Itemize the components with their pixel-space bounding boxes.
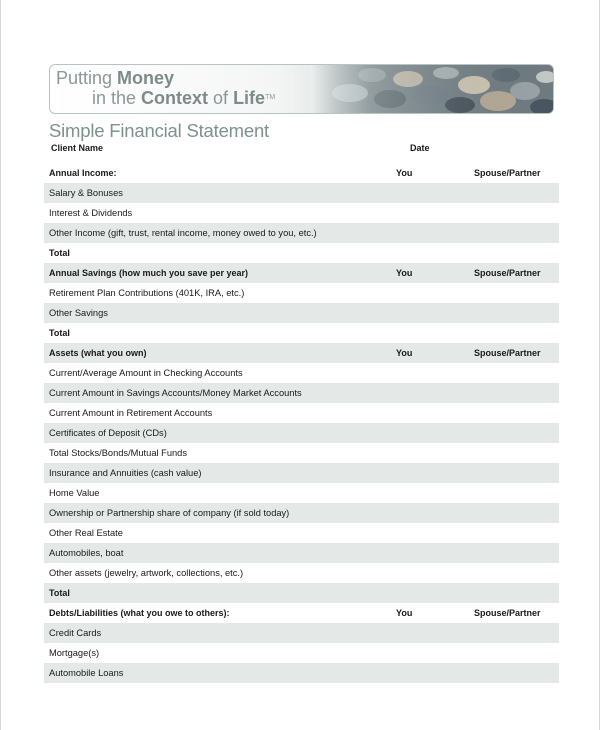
row-label: Other Real Estate	[49, 528, 123, 538]
slogan-text: Putting	[56, 68, 118, 88]
row-label: Current Amount in Retirement Accounts	[49, 408, 213, 418]
table-row	[44, 223, 559, 243]
row-label: Total	[49, 248, 70, 258]
stones-image	[310, 65, 554, 114]
row-label: Other Income (gift, trust, rental income, money owed to you, etc.)	[49, 228, 317, 238]
row-label: Assets (what you own)	[49, 348, 147, 358]
client-name-label: Client Name	[51, 143, 104, 153]
slogan-text: of	[208, 88, 234, 108]
spouse-partner-column-header: Spouse/Partner	[474, 348, 541, 358]
you-column-header: You	[396, 608, 413, 618]
spouse-partner-column-header: Spouse/Partner	[474, 168, 541, 178]
table-row	[44, 623, 559, 643]
row-label: Debts/Liabilities (what you owe to others):	[49, 608, 230, 618]
document-title: Simple Financial Statement	[49, 120, 269, 141]
total-row	[44, 583, 559, 603]
row-label: Other assets (jewelry, artwork, collections, etc.)	[49, 568, 244, 578]
header-banner	[49, 64, 554, 114]
section-header-row	[44, 343, 559, 363]
row-label: Total	[49, 328, 70, 338]
row-label: Automobiles, boat	[49, 548, 124, 558]
row-label: Ownership or Partnership share of company (if sold today)	[49, 508, 290, 518]
row-label: Retirement Plan Contributions (401K, IRA, etc.)	[49, 288, 245, 298]
date-label: Date	[410, 143, 430, 153]
row-label: Current/Average Amount in Checking Accounts	[49, 368, 243, 378]
row-label: Automobile Loans	[49, 668, 124, 678]
slogan-bold-context: Context	[141, 88, 209, 108]
total-row	[44, 323, 559, 343]
table-row	[44, 423, 559, 443]
row-label: Current Amount in Savings Accounts/Money Market Accounts	[49, 388, 302, 398]
table-row	[44, 203, 559, 223]
table-row	[44, 563, 559, 583]
row-label: Salary & Bonuses	[49, 188, 123, 198]
row-label: Annual Income:	[49, 168, 117, 178]
you-column-header: You	[396, 348, 413, 358]
table-row	[44, 283, 559, 303]
table-row	[44, 383, 559, 403]
total-row	[44, 243, 559, 263]
row-label: Home Value	[49, 488, 100, 498]
spouse-partner-column-header: Spouse/Partner	[474, 268, 541, 278]
trademark-mark: TM	[265, 94, 276, 101]
table-row	[44, 403, 559, 423]
banner-slogan	[56, 68, 316, 108]
table-row	[44, 483, 559, 503]
section-header-row	[44, 163, 559, 183]
table-row	[44, 443, 559, 463]
table-row	[44, 303, 559, 323]
slogan-bold-life: Life	[233, 88, 266, 108]
table-row	[44, 503, 559, 523]
table-row	[44, 363, 559, 383]
row-label: Total Stocks/Bonds/Mutual Funds	[49, 448, 187, 458]
row-label: Credit Cards	[49, 628, 102, 638]
spouse-partner-column-header: Spouse/Partner	[474, 608, 541, 618]
row-label: Insurance and Annuities (cash value)	[49, 468, 202, 478]
section-header-row	[44, 263, 559, 283]
row-label: Mortgage(s)	[49, 648, 100, 658]
table-row	[44, 643, 559, 663]
slogan-text: in the	[92, 88, 142, 108]
table-row	[44, 463, 559, 483]
row-label: Other Savings	[49, 308, 108, 318]
row-label: Interest & Dividends	[49, 208, 133, 218]
row-label: Certificates of Deposit (CDs)	[49, 428, 167, 438]
table-row	[44, 663, 559, 683]
slogan-bold-money: Money	[117, 68, 175, 88]
table-row	[44, 183, 559, 203]
statement-table	[44, 163, 559, 683]
you-column-header: You	[396, 268, 413, 278]
section-header-row	[44, 603, 559, 623]
table-row	[44, 523, 559, 543]
you-column-header: You	[396, 168, 413, 178]
row-label: Annual Savings (how much you save per year)	[49, 268, 249, 278]
row-label: Total	[49, 588, 70, 598]
table-row	[44, 543, 559, 563]
